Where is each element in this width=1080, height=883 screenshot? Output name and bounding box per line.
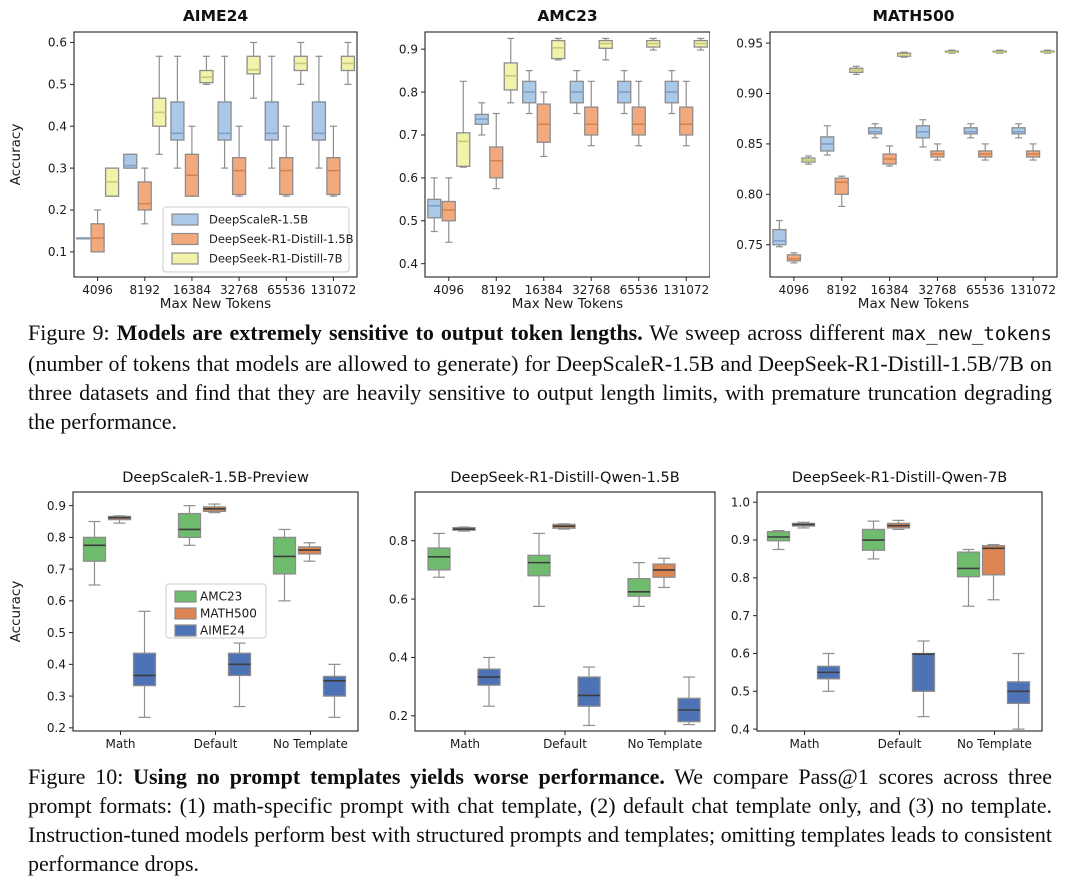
y-tick-label: 0.6 [46,594,66,609]
box-DeepSeek-R1-Distill-7B-16384 [200,56,213,84]
box-DeepSeek-R1-Distill-7B-65536 [647,38,660,50]
box-rect [428,548,450,570]
x-tick-label: 4096 [433,283,465,297]
y-tick-label: 0.8 [388,533,408,548]
box-rect [324,676,346,696]
box-DeepSeek-R1-Distill-7B-131072 [694,38,707,50]
box-rect [138,182,151,210]
y-tick-label: 0.3 [47,161,67,176]
x-tick-label: 32768 [219,283,259,297]
y-tick-label: 0.3 [46,689,66,704]
x-tick-label: 4096 [778,283,810,297]
x-tick-label: 131072 [663,283,710,297]
boxplot-deepscaler-1-5b-preview [0,464,360,756]
x-tick-label: 32768 [572,283,611,297]
box-AMC23-Math [428,533,450,577]
box-DeepScaleR-1.5B-8192 [821,126,834,155]
box-MATH500-Default [888,520,910,529]
x-tick-label: 131072 [1010,283,1056,297]
y-tick-label: 0.6 [398,171,418,186]
figure9-caption-code: max_new_tokens [891,323,1052,345]
box-rect [913,653,935,691]
box-DeepScaleR-1.5B-131072 [1012,124,1025,138]
figure10-caption [28,762,1052,878]
y-tick-label: 0.4 [47,119,67,134]
panel-title: MATH500 [872,7,955,25]
box-DeepSeek-R1-Distill-1.5B-16384 [185,126,198,196]
box-rect [958,552,980,577]
box-MATH500-No Template [299,543,321,561]
x-tick-label: No Template [273,737,348,751]
box-AIME24-Math [478,657,500,706]
box-DeepScaleR-1.5B-65536 [265,56,278,168]
x-tick-label: 16384 [524,283,563,297]
box-rect [964,128,977,134]
legend-label: AIME24 [200,623,245,638]
box-rect [552,41,565,59]
x-tick-label: Math [449,737,481,751]
legend-label: DeepSeek-R1-Distill-7B [209,251,343,266]
legend-swatch [172,253,198,264]
y-tick-label: 0.9 [46,498,66,513]
box-DeepScaleR-1.5B-65536 [964,124,977,138]
legend-swatch [175,625,196,636]
box-DeepSeek-R1-Distill-7B-131072 [1041,50,1054,53]
legend-swatch [175,608,196,619]
box-DeepSeek-R1-Distill-1.5B-65536 [979,144,992,160]
box-DeepSeek-R1-Distill-7B-4096 [106,168,119,196]
box-AIME24-Math [818,653,840,691]
box-DeepScaleR-1.5B-8192 [475,103,488,135]
box-AIME24-No Template [678,677,700,725]
box-rect [632,107,645,135]
box-DeepSeek-R1-Distill-7B-32768 [945,50,958,53]
box-DeepScaleR-1.5B-16384 [171,56,184,168]
box-rect [428,199,441,217]
box-rect [490,147,503,178]
box-AIME24-Math [134,611,156,717]
box-rect [599,41,612,49]
box-DeepSeek-R1-Distill-1.5B-32768 [233,126,246,196]
y-tick-label: 1.0 [730,495,750,510]
y-tick-label: 0.85 [736,137,763,152]
box-DeepSeek-R1-Distill-7B-65536 [294,42,307,84]
y-tick-label: 0.6 [730,646,750,661]
panel-title: DeepSeek-R1-Distill-Qwen-7B [791,470,1008,486]
box-rect [171,102,184,140]
y-tick-label: 0.6 [388,592,408,607]
y-tick-label: 0.75 [736,237,763,252]
box-rect [265,102,278,140]
box-MATH500-Default [204,504,226,513]
box-rect [835,178,848,194]
y-tick-label: 0.8 [46,530,66,545]
panel-title: AMC23 [537,7,598,25]
box-DeepSeek-R1-Distill-7B-8192 [504,38,517,102]
box-MATH500-Math [793,522,815,528]
y-tick-label: 0.4 [46,657,66,672]
box-MATH500-Math [453,527,475,531]
box-MATH500-Math [109,516,131,523]
boxplot-deepseek-r1-distill-qwen-7b [720,464,1080,756]
y-tick-label: 0.5 [46,625,66,640]
x-tick-label: Math [789,737,820,751]
box-AIME24-No Template [1008,653,1030,729]
box-DeepSeek-R1-Distill-7B-131072 [341,42,354,84]
y-tick-label: 0.5 [398,213,418,228]
box-DeepScaleR-1.5B-131072 [665,71,678,114]
legend-label: MATH500 [200,606,257,621]
y-tick-label: 0.2 [46,721,66,736]
box-DeepSeek-R1-Distill-7B-4096 [802,156,815,164]
box-DeepSeek-R1-Distill-7B-32768 [247,42,260,98]
y-axis-label: Accuracy [8,123,24,186]
y-tick-label: 0.9 [398,42,418,57]
box-DeepSeek-R1-Distill-1.5B-4096 [91,210,104,252]
figure9-caption-mid: We sweep across different [642,320,892,345]
box-AMC23-Math [768,531,790,550]
box-DeepScaleR-1.5B-4096 [77,238,90,239]
box-DeepSeek-R1-Distill-1.5B-16384 [883,146,896,166]
box-DeepScaleR-1.5B-32768 [916,120,929,147]
figure9-caption [28,318,1052,436]
legend-swatch [172,234,198,245]
box-rect [218,102,231,140]
y-tick-label: 0.6 [47,35,67,50]
box-AIME24-Default [229,643,251,706]
y-tick-label: 0.9 [730,533,750,548]
box-MATH500-No Template [653,558,675,587]
box-MATH500-No Template [983,545,1005,600]
box-DeepScaleR-1.5B-8192 [124,154,137,168]
x-tick-label: 8192 [480,283,512,297]
x-tick-label: 16384 [172,283,212,297]
box-DeepSeek-R1-Distill-7B-4096 [457,81,470,167]
panel-title: AIME24 [182,7,249,25]
box-DeepSeek-R1-Distill-7B-16384 [552,38,565,59]
x-tick-label: 8192 [129,283,161,297]
box-rect [84,537,106,561]
box-rect [312,102,325,140]
x-tick-label: Default [543,737,587,751]
box-AMC23-Default [863,521,885,559]
figure10-caption-rest: We compare Pass@1 scores across three prompt formats: (1) math-specific prompt with chat template, (2) default chat template only, and (3) no template. Instruction-tuned models perform best with structured prompts and templates; omitting templates leads to consistent performance drops. [28,764,1052,876]
box-rect [247,56,260,74]
boxplot-math500 [710,0,1080,316]
box-rect [773,230,786,245]
box-AMC23-Default [179,506,201,546]
y-tick-label: 0.4 [398,256,418,271]
boxplot-aime24 [0,0,360,316]
box-rect [869,128,882,134]
box-DeepSeek-R1-Distill-7B-8192 [153,56,166,154]
box-DeepScaleR-1.5B-16384 [523,71,536,114]
x-tick-label: 65536 [267,283,306,297]
box-DeepSeek-R1-Distill-7B-8192 [850,66,863,74]
box-rect [134,653,156,685]
figure10-caption-label: Figure 10: [28,764,134,789]
legend [163,207,354,272]
y-tick-label: 0.1 [47,245,67,260]
legend-swatch [175,591,196,602]
box-DeepScaleR-1.5B-32768 [218,56,231,168]
x-tick-label: 32768 [918,283,957,297]
boxplot-amc23 [360,0,710,316]
box-DeepSeek-R1-Distill-1.5B-32768 [931,144,944,160]
box-rect [528,555,550,575]
box-rect [179,514,201,538]
figure10-caption-bold: Using no prompt templates yields worse performance. [133,764,665,789]
x-tick-label: 16384 [870,283,909,297]
box-rect [578,677,600,706]
box-AMC23-Math [84,522,106,585]
box-DeepScaleR-1.5B-4096 [773,221,786,247]
box-rect [327,158,340,195]
box-rect [628,579,650,597]
box-DeepSeek-R1-Distill-1.5B-32768 [585,81,598,145]
box-rect [280,158,293,195]
x-axis-label: Max New Tokens [857,296,970,312]
box-DeepSeek-R1-Distill-1.5B-65536 [632,81,645,145]
y-tick-label: 0.2 [388,709,408,724]
figure9-caption-rest: (number of tokens that models are allowed to generate) for DeepScaleR-1.5B and DeepSeek-R1-Distill-1.5B/7B on three datasets and find that they are heavily sensitive to output length limits, with premature truncation degrading the performance. [28,351,1052,434]
boxplot-deepseek-r1-distill-qwen-1-5b [360,464,720,756]
y-axis-label: Accuracy [8,580,24,643]
box-DeepSeek-R1-Distill-1.5B-131072 [680,81,693,145]
y-tick-label: 0.8 [398,85,418,100]
x-tick-label: 4096 [82,283,113,297]
box-DeepSeek-R1-Distill-1.5B-65536 [280,126,293,196]
box-DeepScaleR-1.5B-131072 [312,56,325,168]
box-DeepScaleR-1.5B-4096 [428,178,441,232]
x-tick-label: No Template [957,737,1032,751]
x-tick-label: Default [193,737,238,751]
x-axis-label: Max New Tokens [159,296,272,312]
x-tick-label: Math [105,737,136,751]
x-tick-label: 131072 [310,283,357,297]
box-AMC23-No Template [274,529,296,600]
box-DeepSeek-R1-Distill-7B-32768 [599,38,612,59]
y-tick-label: 0.2 [47,203,67,218]
box-MATH500-Default [553,524,575,529]
box-AIME24-No Template [324,664,346,717]
x-tick-label: Default [877,737,922,751]
y-tick-label: 0.7 [46,562,66,577]
box-DeepSeek-R1-Distill-7B-65536 [993,50,1006,53]
y-tick-label: 0.4 [388,650,408,665]
box-rect [983,546,1005,575]
box-rect [442,201,455,220]
box-DeepSeek-R1-Distill-1.5B-131072 [1027,144,1040,160]
y-tick-label: 0.7 [730,608,750,623]
box-rect [680,107,693,135]
legend-label: DeepScaleR-1.5B [209,212,309,227]
plot-border [770,32,1057,277]
box-rect [787,255,800,261]
y-tick-label: 0.8 [730,571,750,586]
figure9-caption-label: Figure 9: [28,320,117,345]
box-AMC23-Default [528,533,550,606]
box-DeepSeek-R1-Distill-1.5B-4096 [787,253,800,263]
panel-title: DeepSeek-R1-Distill-Qwen-1.5B [450,470,680,486]
x-axis-label: Max New Tokens [511,296,624,312]
y-tick-label: 0.90 [736,86,763,101]
box-DeepScaleR-1.5B-16384 [869,124,882,138]
box-DeepSeek-R1-Distill-1.5B-8192 [835,176,848,206]
box-AIME24-Default [913,641,935,717]
box-DeepSeek-R1-Distill-7B-16384 [898,52,911,57]
box-DeepScaleR-1.5B-32768 [570,71,583,114]
box-DeepSeek-R1-Distill-1.5B-131072 [327,126,340,196]
box-rect [233,158,246,195]
box-AMC23-No Template [628,563,650,607]
box-DeepSeek-R1-Distill-1.5B-4096 [442,178,455,242]
box-rect [1012,128,1025,134]
y-tick-label: 0.5 [47,77,67,92]
box-AMC23-No Template [958,549,980,606]
y-tick-label: 0.7 [398,128,418,143]
legend-label: AMC23 [200,589,243,604]
box-DeepSeek-R1-Distill-1.5B-16384 [537,92,550,156]
figure9-caption-bold: Models are extremely sensitive to output token lengths. [116,320,643,345]
x-tick-label: 65536 [966,283,1005,297]
box-DeepScaleR-1.5B-65536 [618,71,631,114]
x-tick-label: 8192 [826,283,858,297]
y-tick-label: 0.95 [736,36,763,51]
figure9-charts [0,0,1080,316]
x-tick-label: 65536 [619,283,658,297]
box-rect [457,133,470,166]
box-DeepSeek-R1-Distill-1.5B-8192 [490,114,503,189]
panel-title: DeepScaleR-1.5B-Preview [122,470,309,486]
x-tick-label: No Template [627,737,703,751]
box-rect [537,104,550,142]
box-DeepSeek-R1-Distill-1.5B-8192 [138,168,151,224]
y-tick-label: 0.4 [730,722,750,737]
y-tick-label: 0.5 [730,684,750,699]
legend-label: DeepSeek-R1-Distill-1.5B [209,232,354,246]
legend [166,584,266,638]
box-rect [585,107,598,135]
box-AIME24-Default [578,667,600,725]
legend-swatch [172,214,198,225]
figure10-charts [0,464,1080,756]
box-rect [1008,682,1030,704]
y-tick-label: 0.80 [736,187,763,202]
